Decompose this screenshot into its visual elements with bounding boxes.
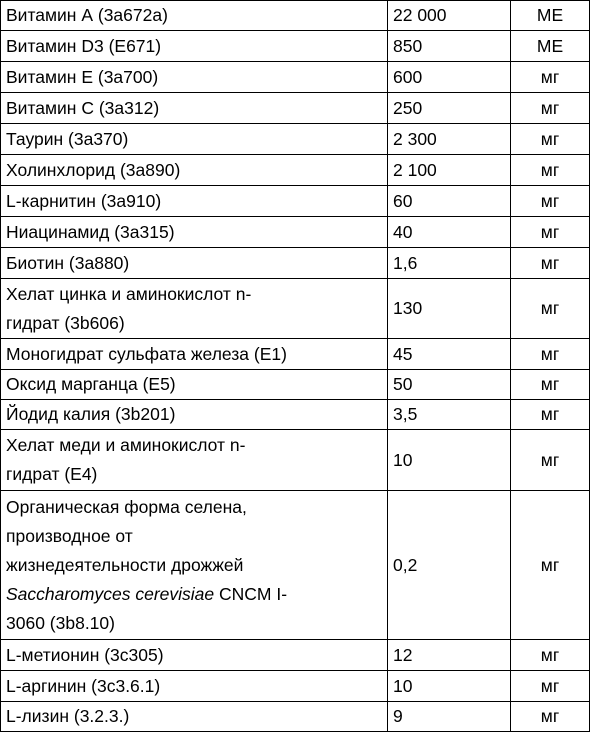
table-row (1, 217, 590, 248)
nutrient-name (1, 155, 388, 186)
nutrient-amount: 50 (388, 370, 511, 400)
nutrient-name-line: 3060 (3b8.10) (6, 612, 115, 633)
nutrient-name-line: Йодид калия (3b201) (6, 404, 176, 424)
nutrient-name (1, 217, 388, 248)
nutrient-amount: 60 (388, 186, 511, 217)
table-row (1, 400, 590, 430)
nutrient-amount: 9 (388, 702, 511, 732)
table-row (1, 155, 590, 186)
nutrient-name (1, 702, 388, 732)
table-row (1, 186, 590, 217)
nutrient-unit: мг (511, 491, 590, 640)
nutrient-name (1, 124, 388, 155)
nutrient-name-line: Моногидрат сульфата железа (E1) (6, 343, 287, 364)
nutrient-name (1, 339, 388, 370)
nutrient-amount: 850 (388, 31, 511, 62)
nutrient-name-line: гидрат (E4) (6, 464, 98, 484)
table-row (1, 124, 590, 155)
nutrient-name (1, 62, 388, 93)
nutrient-unit: мг (511, 671, 590, 702)
table-row (1, 93, 590, 124)
nutrient-unit: мг (511, 93, 590, 124)
nutrient-name (1, 186, 388, 217)
nutrient-amount: 12 (388, 640, 511, 671)
nutrient-unit: мг (511, 279, 590, 339)
nutrient-unit: мг (511, 217, 590, 248)
nutrient-unit: мг (511, 248, 590, 279)
nutrient-name-line: CNCM I- (214, 583, 288, 604)
nutrient-amount: 130 (388, 279, 511, 339)
nutrient-amount: 40 (388, 217, 511, 248)
nutrient-name-line: Биотин (3a880) (6, 252, 130, 273)
nutrient-amount: 10 (388, 671, 511, 702)
table-row (1, 248, 590, 279)
nutrient-name-line: производное от (6, 525, 133, 546)
nutrient-unit: мг (511, 430, 590, 491)
nutrient-name (1, 491, 388, 640)
nutrient-name (1, 400, 388, 430)
nutrient-amount: 1,6 (388, 248, 511, 279)
nutrient-name (1, 1, 388, 31)
nutrient-unit: мг (511, 400, 590, 430)
nutrient-name-line: Хелат цинка и аминокислот n- (6, 283, 252, 304)
nutrient-name (1, 31, 388, 62)
nutrient-name-line: Органическая форма селена, (6, 496, 247, 517)
nutrient-name (1, 279, 388, 339)
nutrient-name-line: гидрат (3b606) (6, 312, 125, 333)
nutrient-name-line: жизнедеятельности дрожжей (6, 554, 244, 575)
nutrient-name (1, 640, 388, 671)
nutrient-amount: 2 100 (388, 155, 511, 186)
nutrient-name-line: Холинхлорид (3a890) (6, 159, 181, 180)
nutrient-unit: мг (511, 155, 590, 186)
table-row (1, 339, 590, 370)
nutrient-amount: 10 (388, 430, 511, 491)
nutrient-unit: мг (511, 186, 590, 217)
table-row (1, 430, 590, 491)
table-row (1, 62, 590, 93)
nutrient-unit: МЕ (511, 1, 590, 31)
nutrient-name (1, 248, 388, 279)
nutrient-unit: мг (511, 702, 590, 732)
nutrient-unit: мг (511, 339, 590, 370)
nutrient-name-line: Таурин (3a370) (6, 128, 129, 149)
nutrient-name-line: Оксид марганца (E5) (6, 374, 176, 394)
table-row (1, 640, 590, 671)
nutrient-name-line: Витамин А (3a672a) (6, 5, 168, 25)
nutrient-name-line: Витамин С (3a312) (6, 97, 160, 118)
nutrient-name-line: Витамин Е (3a700) (6, 66, 159, 87)
nutrient-unit: мг (511, 62, 590, 93)
table-row (1, 370, 590, 400)
species-name: Saccharomyces cerevisiae (6, 583, 215, 604)
nutrient-name (1, 671, 388, 702)
nutrient-name-line: L-лизин (3.2.3.) (6, 706, 130, 726)
table-row (1, 491, 590, 640)
nutrient-amount: 45 (388, 339, 511, 370)
nutrient-name-line: Витамин D3 (E671) (6, 35, 162, 56)
nutrient-amount: 2 300 (388, 124, 511, 155)
nutrient-name-line: L-метионин (3c305) (6, 644, 164, 665)
nutrient-unit: МЕ (511, 31, 590, 62)
table-row (1, 1, 590, 31)
nutrient-unit: мг (511, 370, 590, 400)
nutrient-amount: 3,5 (388, 400, 511, 430)
nutrient-name (1, 430, 388, 491)
nutrient-name-line: L-карнитин (3a910) (6, 190, 162, 211)
table-row (1, 279, 590, 339)
nutrient-amount: 600 (388, 62, 511, 93)
nutrient-name (1, 370, 388, 400)
nutrient-unit: мг (511, 640, 590, 671)
nutrient-name-line: Хелат меди и аминокислот n- (6, 435, 246, 455)
table-row (1, 671, 590, 702)
nutrient-amount: 0,2 (388, 491, 511, 640)
nutrient-amount: 22 000 (388, 1, 511, 31)
table-row (1, 702, 590, 732)
nutrient-name (1, 93, 388, 124)
table-row (1, 31, 590, 62)
nutrient-unit: мг (511, 124, 590, 155)
nutrient-name-line: L-аргинин (3c3.6.1) (6, 675, 161, 696)
nutrient-name-line: Ниацинамид (3a315) (6, 221, 175, 242)
nutrient-amount: 250 (388, 93, 511, 124)
